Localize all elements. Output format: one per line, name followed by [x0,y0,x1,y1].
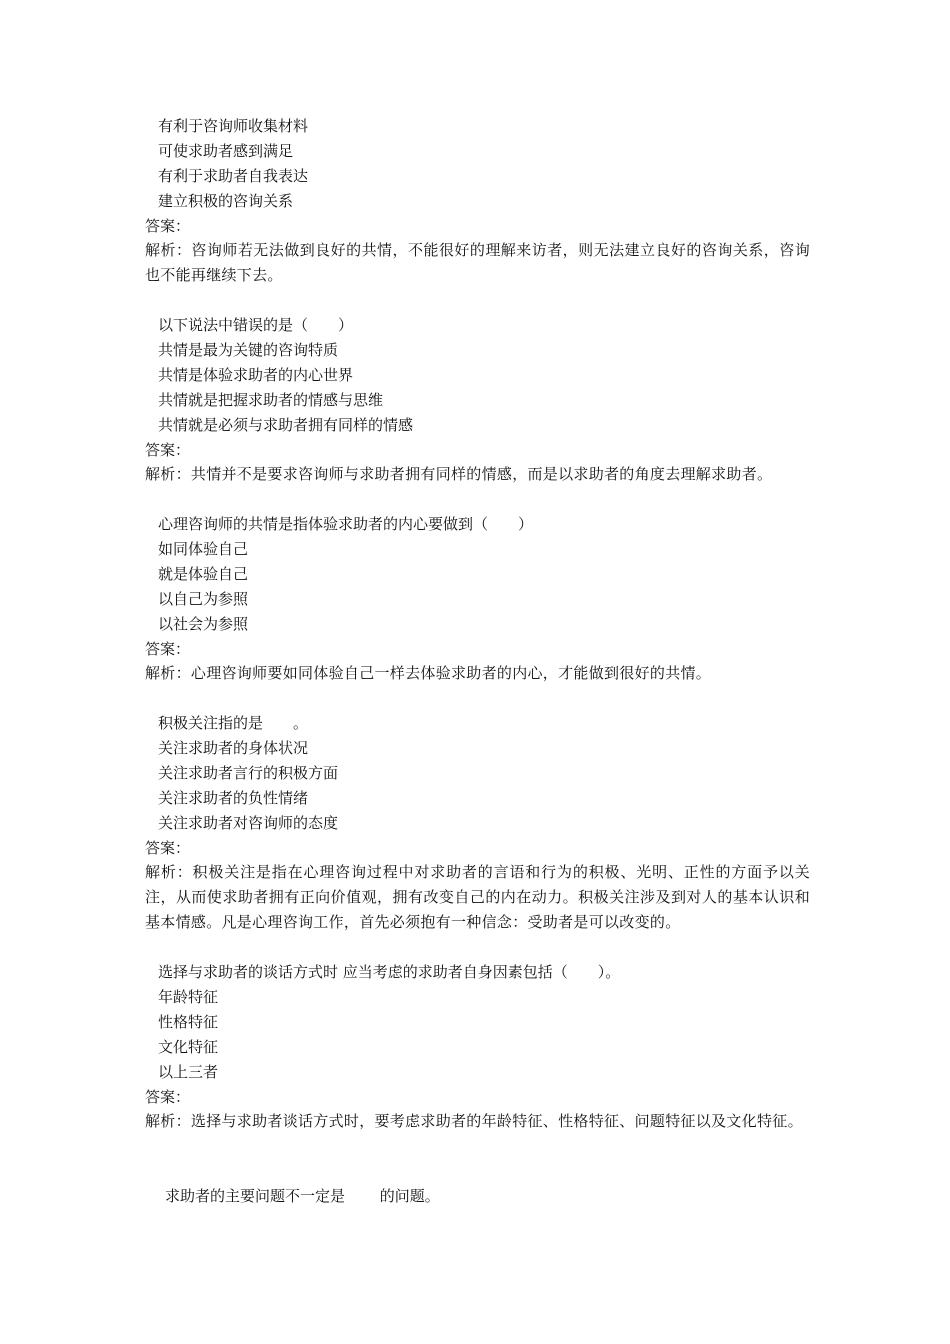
option-text: 以上三者 [158,1063,219,1081]
option-text: 以社会为参照 [158,615,249,633]
option-text: 以自己为参照 [158,590,249,608]
answer-label: 答案： [145,217,191,235]
question-text: 以下说法中错误的是（ ） [158,316,354,334]
option-text: 共情是体验求助者的内心世界 [158,366,354,384]
option-text: 有利于咨询师收集材料 [158,117,309,135]
question-text: 心理咨询师的共情是指体验求助者的内心要做到（ ） [158,515,534,533]
explanation-text: 解析：共情并不是要求咨询师与求助者拥有同样的情感，而是以求助者的角度去理解求助者。 [145,465,773,483]
answer-label: 答案： [145,839,191,857]
explanation-text: 解析：咨询师若无法做到良好的共情，不能很好的理解来访者，则无法建立良好的咨询关系，咨询也不能再继续下去。 [145,241,810,284]
option-text: 如同体验自己 [158,540,249,558]
option-text: 关注求助者言行的积极方面 [158,764,339,782]
explanation-text: 解析：选择与求助者谈话方式时，要考虑求助者的年龄特征、性格特征、问题特征以及文化特征。 [145,1112,803,1130]
option-text: 关注求助者的负性情绪 [158,789,309,807]
option-text: 性格特征 [158,1013,219,1031]
option-text: 文化特征 [158,1038,219,1056]
option-text: 关注求助者对咨询师的态度 [158,814,339,832]
option-text: 就是体验自己 [158,565,249,583]
explanation-text: 解析：积极关注是指在心理咨询过程中对求助者的言语和行为的积极、光明、正性的方面予以关注，从而使求助者拥有正向价值观，拥有改变自己的内在动力。积极关注涉及到对人的基本认识和基本情感。凡是心理咨询工作，首先必须抱有一种信念：受助者是可以改变的。 [145,863,810,931]
option-text: 可使求助者感到满足 [158,142,294,160]
option-text: 共情就是把握求助者的情感与思维 [158,391,384,409]
option-text: 共情是最为关键的咨询特质 [158,341,339,359]
answer-label: 答案： [145,1088,191,1106]
option-text: 年龄特征 [158,988,219,1006]
question-text: 选择与求助者的谈话方式时 应当考虑的求助者自身因素包括（ ）。 [158,963,621,981]
question-text: 积极关注指的是 。 [158,714,309,732]
answer-label: 答案： [145,441,191,459]
option-text: 关注求助者的身体状况 [158,739,309,757]
option-text: 建立积极的咨询关系 [158,192,294,210]
answer-label: 答案： [145,640,191,658]
explanation-text: 解析：心理咨询师要如同体验自己一样去体验求助者的内心，才能做到很好的共情。 [145,664,712,682]
question-text: 求助者的主要问题不一定是 的问题。 [165,1187,440,1205]
option-text: 共情就是必须与求助者拥有同样的情感 [158,416,414,434]
option-text: 有利于求助者自我表达 [158,167,309,185]
